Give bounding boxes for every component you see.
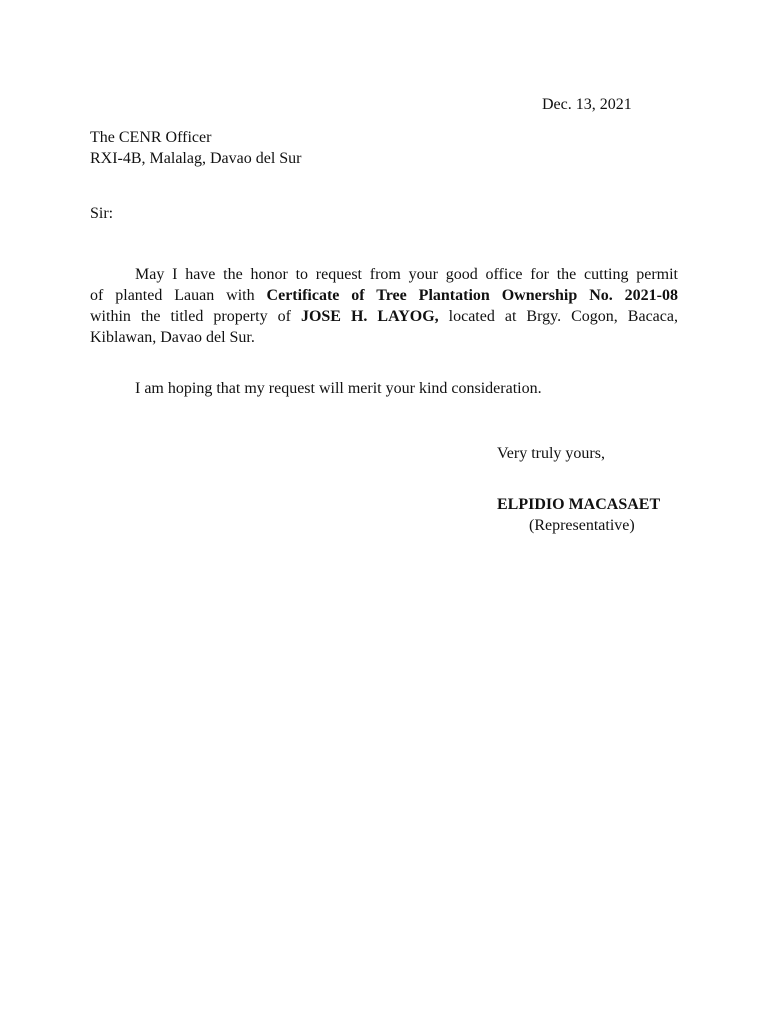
salutation: Sir: (90, 205, 114, 222)
paragraph-line-3-rest: located at Brgy. Cogon, Bacaca, (438, 308, 678, 325)
paragraph-line-2 (90, 285, 678, 306)
paragraph-line-3 (90, 306, 678, 327)
property-owner-name: JOSE H. LAYOG, (300, 308, 439, 325)
certificate-number: Certificate of Tree Plantation Ownership No. 2021-08 (266, 287, 678, 304)
paragraph-line-4: Kiblawan, Davao del Sur. (90, 329, 255, 346)
paragraph-line-3-text: within the titled property of (90, 308, 301, 325)
consideration-line: I am hoping that my request will merit your kind consideration. (135, 380, 542, 397)
paragraph-line-2-text: of planted Lauan with (90, 287, 267, 304)
signer-name: ELPIDIO MACASAET (497, 496, 661, 513)
signer-role: (Representative) (529, 517, 635, 534)
letter-date: Dec. 13, 2021 (542, 96, 632, 113)
address-line: RXI-4B, Malalag, Davao del Sur (90, 150, 302, 167)
addressee: The CENR Officer (90, 129, 212, 146)
body-paragraph-consideration (135, 378, 542, 399)
body-paragraph-request (90, 264, 678, 348)
closing: Very truly yours, (497, 445, 605, 462)
paragraph-line-1: May I have the honor to request from your good office for the cutting permit (135, 266, 678, 283)
